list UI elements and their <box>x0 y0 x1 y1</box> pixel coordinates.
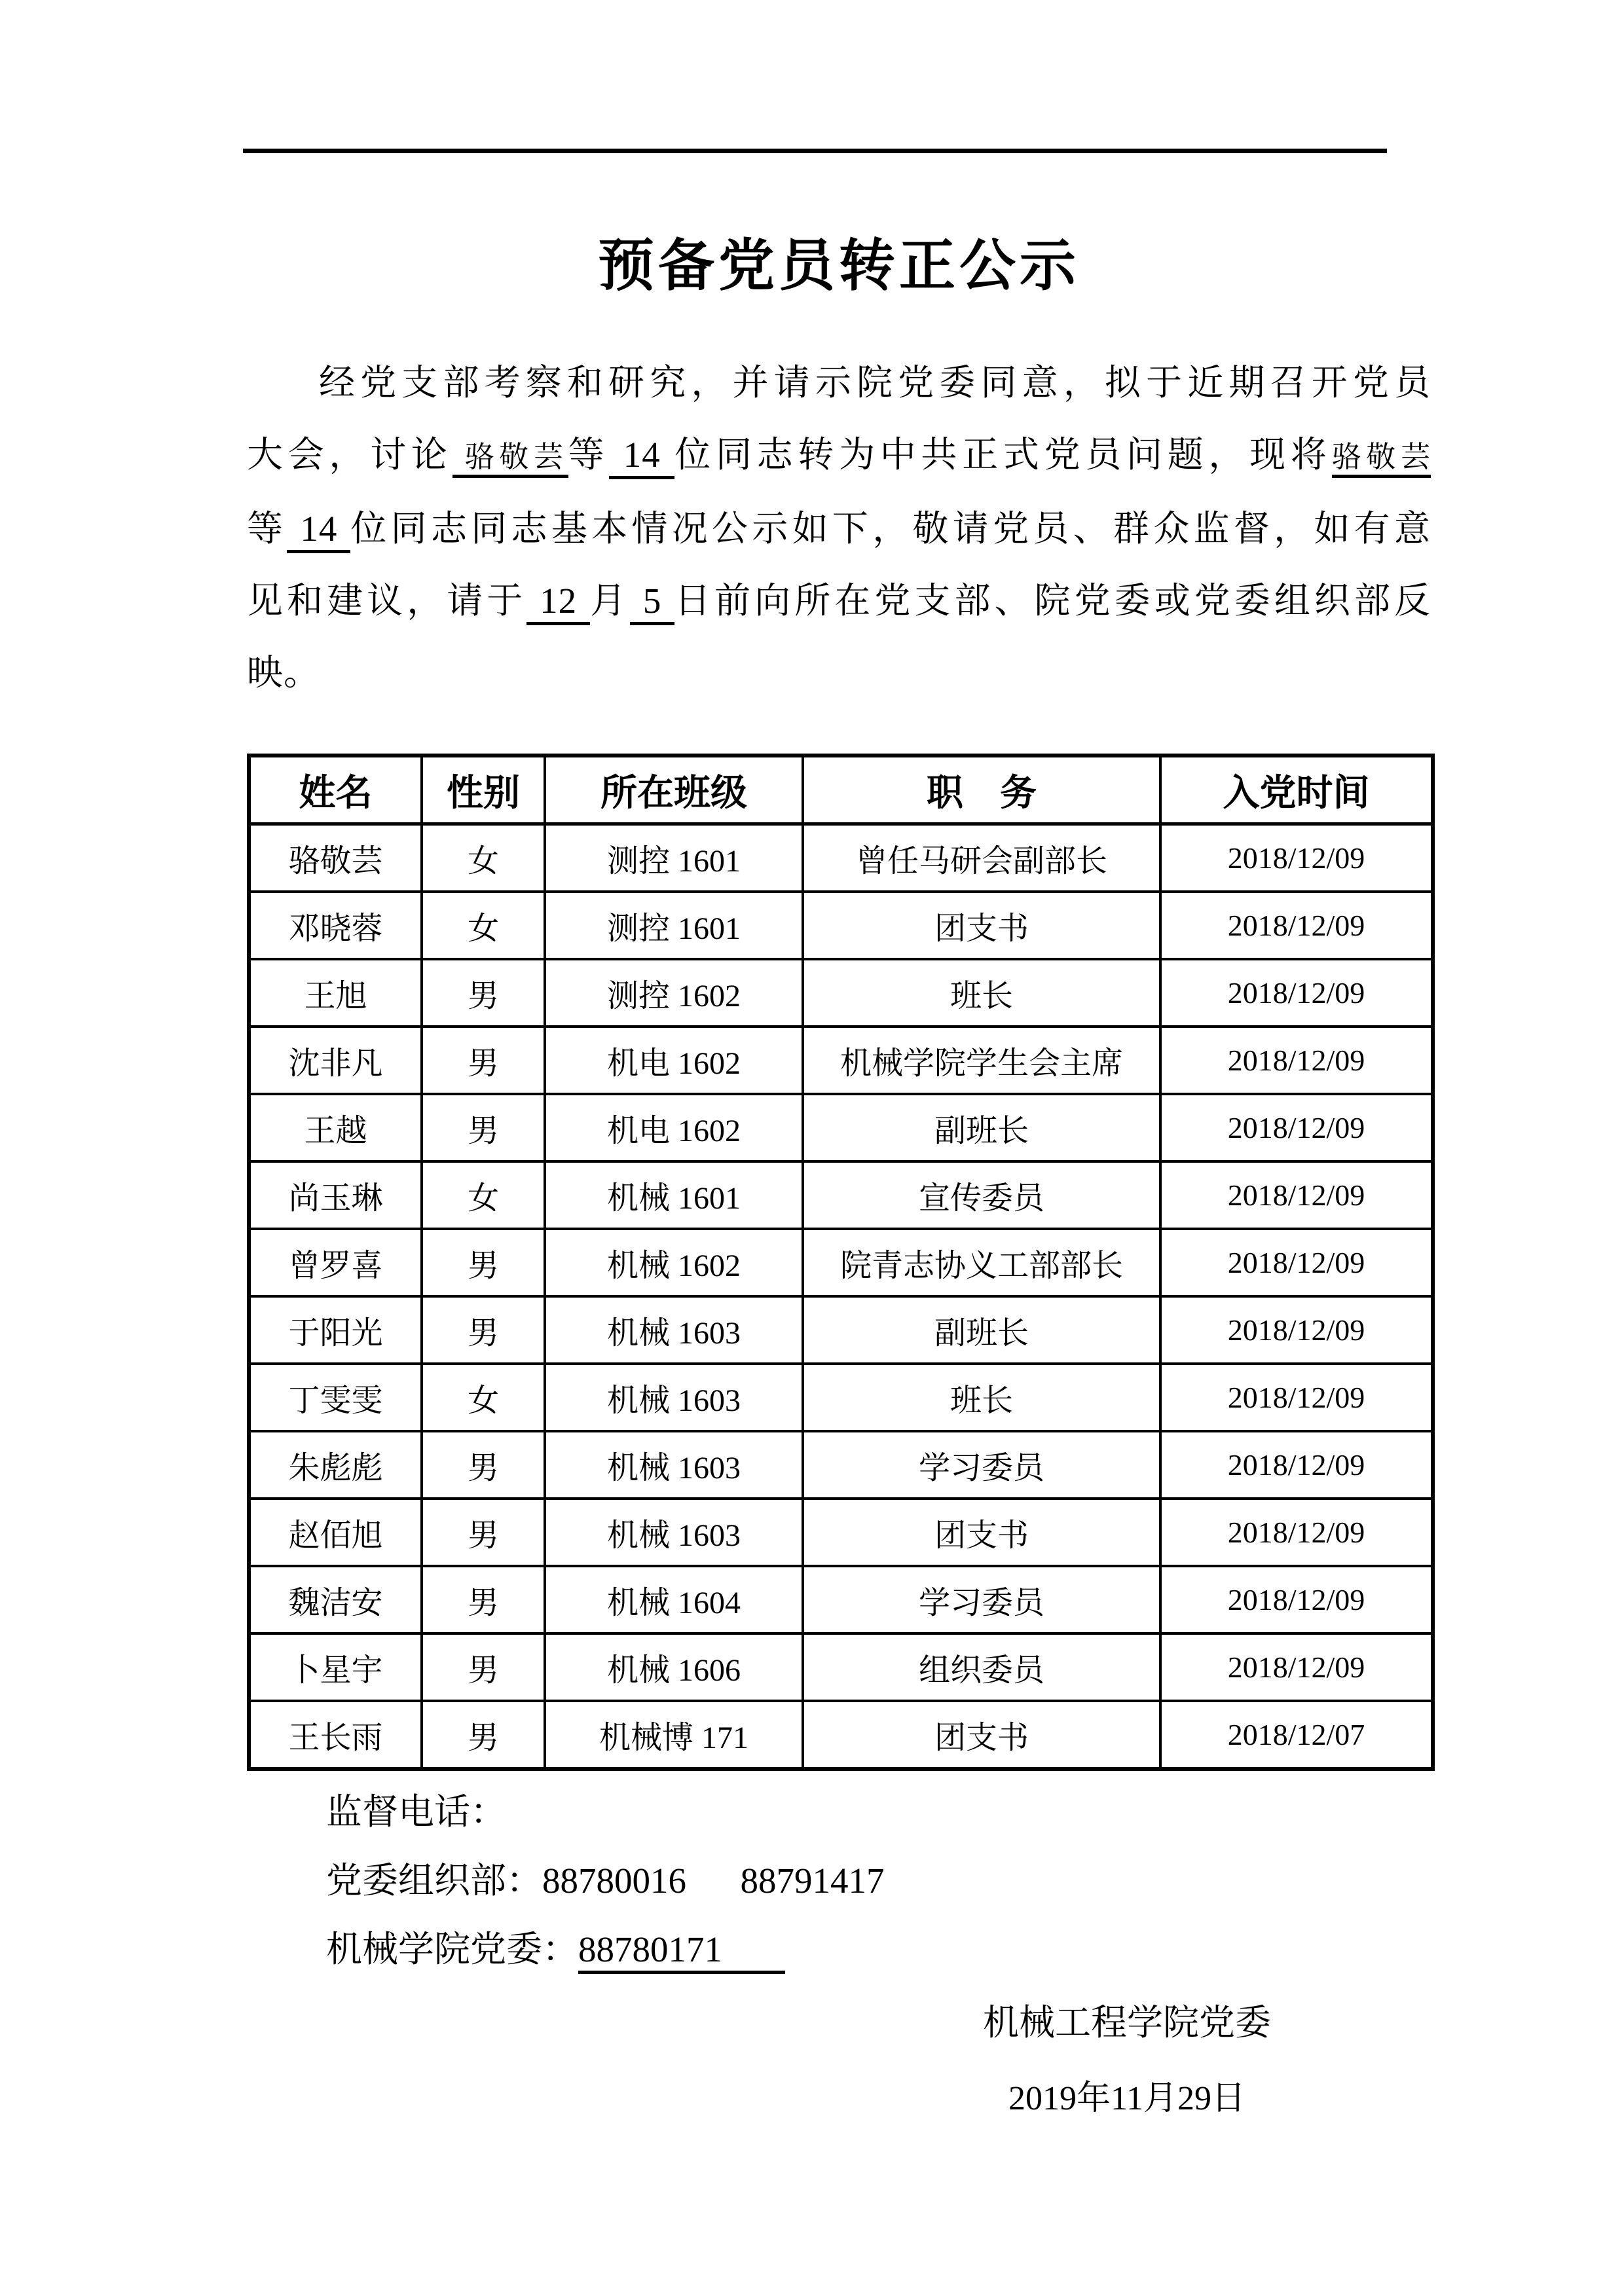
table-row <box>249 1094 1433 1161</box>
table-cell: 2018/12/09 <box>1160 892 1433 959</box>
members-table <box>247 754 1435 1771</box>
table-cell: 2018/12/09 <box>1160 1229 1433 1296</box>
contact-line <box>326 1777 1431 1846</box>
underlined-text: 14 <box>609 435 674 479</box>
table-cell: 2018/12/09 <box>1160 1566 1433 1633</box>
table-cell: 副班长 <box>803 1296 1160 1364</box>
table-cell: 机械学院学生会主席 <box>803 1027 1160 1094</box>
table-cell: 机械 1603 <box>545 1431 803 1499</box>
underlined-text: 88780171 <box>578 1929 785 1974</box>
table-cell: 赵佰旭 <box>249 1499 422 1566</box>
signature-date: 2019年11月29日 <box>1008 2080 1246 2117</box>
table-cell: 机械 1601 <box>545 1161 803 1229</box>
body-paragraph <box>247 347 1431 709</box>
paragraph-line <box>247 565 1431 637</box>
table-cell: 2018/12/09 <box>1160 1296 1433 1364</box>
signature-block <box>885 1985 1369 2137</box>
table-cell: 王长雨 <box>249 1701 422 1769</box>
text-segment: 机械学院党委： <box>326 1929 579 1969</box>
table-cell: 2018/12/09 <box>1160 824 1433 892</box>
table-row <box>249 892 1433 959</box>
table-cell: 女 <box>422 1364 545 1431</box>
document-title: 预备党员转正公示 <box>598 234 1080 297</box>
table-row <box>249 1633 1433 1701</box>
table-cell: 于阳光 <box>249 1296 422 1364</box>
table-cell: 机械 1603 <box>545 1499 803 1566</box>
table-cell: 学习委员 <box>803 1431 1160 1499</box>
table-row <box>249 1229 1433 1296</box>
table-cell: 男 <box>422 1499 545 1566</box>
table-cell: 班长 <box>803 1364 1160 1431</box>
signature-org: 机械工程学院党委 <box>982 2003 1271 2043</box>
table-cell: 骆敬芸 <box>249 824 422 892</box>
table-row <box>249 1296 1433 1364</box>
text-segment: 位同志同志基本情况公示如下，敬请党员、群众监督，如有意 <box>350 509 1431 549</box>
table-cell: 王越 <box>249 1094 422 1161</box>
table-cell: 2018/12/09 <box>1160 1364 1433 1431</box>
text-segment: 党委组织部：88780016 88791417 <box>326 1861 885 1901</box>
table-cell: 班长 <box>803 959 1160 1027</box>
paragraph-line <box>247 493 1431 565</box>
underlined-text: 14 <box>287 509 350 553</box>
table-cell: 机械 1603 <box>545 1364 803 1431</box>
table-cell: 女 <box>422 892 545 959</box>
table-cell: 朱彪彪 <box>249 1431 422 1499</box>
table-cell: 女 <box>422 1161 545 1229</box>
table-cell: 2018/12/09 <box>1160 1094 1433 1161</box>
table-cell: 组织委员 <box>803 1633 1160 1701</box>
table-cell: 男 <box>422 1566 545 1633</box>
table-cell: 机械博 171 <box>545 1701 803 1769</box>
text-segment: 大会，讨论 <box>247 435 452 475</box>
table-cell: 机电 1602 <box>545 1027 803 1094</box>
table-cell: 女 <box>422 824 545 892</box>
table-cell: 2018/12/09 <box>1160 1161 1433 1229</box>
table-row <box>249 1701 1433 1769</box>
column-header: 入党时间 <box>1160 756 1433 824</box>
table-cell: 机械 1603 <box>545 1296 803 1364</box>
underlined-text: 12 <box>526 581 590 625</box>
underlined-text: 5 <box>630 581 674 625</box>
paragraph-line <box>247 347 1431 419</box>
table-cell: 男 <box>422 1229 545 1296</box>
table-cell: 男 <box>422 959 545 1027</box>
contact-section <box>247 1777 1431 1984</box>
table-cell: 丁雯雯 <box>249 1364 422 1431</box>
table-cell: 沈非凡 <box>249 1027 422 1094</box>
table-cell: 男 <box>422 1431 545 1499</box>
table-cell: 机电 1602 <box>545 1094 803 1161</box>
text-segment: 等 <box>568 435 610 475</box>
table-cell: 2018/12/09 <box>1160 1633 1433 1701</box>
table-cell: 机械 1606 <box>545 1633 803 1701</box>
table-cell: 王旭 <box>249 959 422 1027</box>
table-cell: 机械 1602 <box>545 1229 803 1296</box>
text-segment: 监督电话： <box>326 1792 507 1832</box>
table-row <box>249 1566 1433 1633</box>
table-row <box>249 824 1433 892</box>
table-cell: 男 <box>422 1701 545 1769</box>
table-cell: 曾任马研会副部长 <box>803 824 1160 892</box>
table-cell: 2018/12/09 <box>1160 1499 1433 1566</box>
table-cell: 男 <box>422 1027 545 1094</box>
table-cell: 测控 1601 <box>545 824 803 892</box>
column-header: 姓名 <box>249 756 422 824</box>
table-cell: 团支书 <box>803 892 1160 959</box>
table-row <box>249 1431 1433 1499</box>
table-cell: 曾罗喜 <box>249 1229 422 1296</box>
underlined-text: 骆敬芸 <box>1332 441 1431 478</box>
table-header-row <box>249 756 1433 824</box>
paragraph-line <box>247 637 1431 709</box>
table-cell: 男 <box>422 1633 545 1701</box>
table-cell: 魏洁安 <box>249 1566 422 1633</box>
text-segment: 等 <box>247 509 287 549</box>
column-header: 性别 <box>422 756 545 824</box>
table-cell: 2018/12/09 <box>1160 959 1433 1027</box>
table-cell: 男 <box>422 1296 545 1364</box>
text-segment: 见和建议，请于 <box>247 581 527 621</box>
table-row <box>249 1364 1433 1431</box>
table-row <box>249 1027 1433 1094</box>
table-cell: 卜星宇 <box>249 1633 422 1701</box>
text-segment: 映。 <box>247 653 321 693</box>
text-segment: 位同志转为中共正式党员问题，现将 <box>674 435 1332 475</box>
table-cell: 机械 1604 <box>545 1566 803 1633</box>
table-cell: 邓晓蓉 <box>249 892 422 959</box>
table-cell: 团支书 <box>803 1499 1160 1566</box>
column-header: 职 务 <box>803 756 1160 824</box>
underlined-text: 骆敬芸 <box>452 441 568 478</box>
table-cell: 团支书 <box>803 1701 1160 1769</box>
text-segment: 经党支部考察和研究，并请示院党委同意，拟于近期召开党员 <box>319 363 1431 403</box>
table-cell: 2018/12/09 <box>1160 1431 1433 1499</box>
table-cell: 测控 1602 <box>545 959 803 1027</box>
table-cell: 副班长 <box>803 1094 1160 1161</box>
table-cell: 尚玉琳 <box>249 1161 422 1229</box>
table-cell: 2018/12/07 <box>1160 1701 1433 1769</box>
header-rule <box>243 149 1387 153</box>
table-row <box>249 1161 1433 1229</box>
contact-line <box>326 1915 1431 1984</box>
table-cell: 测控 1601 <box>545 892 803 959</box>
contact-line <box>326 1846 1431 1915</box>
table-row <box>249 1499 1433 1566</box>
text-segment: 日前向所在党支部、院党委或党委组织部反 <box>674 581 1431 621</box>
table-row <box>249 959 1433 1027</box>
table-cell: 男 <box>422 1094 545 1161</box>
column-header: 所在班级 <box>545 756 803 824</box>
table-cell: 宣传委员 <box>803 1161 1160 1229</box>
table-cell: 2018/12/09 <box>1160 1027 1433 1094</box>
paragraph-line <box>247 419 1431 493</box>
table-cell: 学习委员 <box>803 1566 1160 1633</box>
text-segment: 月 <box>589 581 631 621</box>
table-cell: 院青志协义工部部长 <box>803 1229 1160 1296</box>
